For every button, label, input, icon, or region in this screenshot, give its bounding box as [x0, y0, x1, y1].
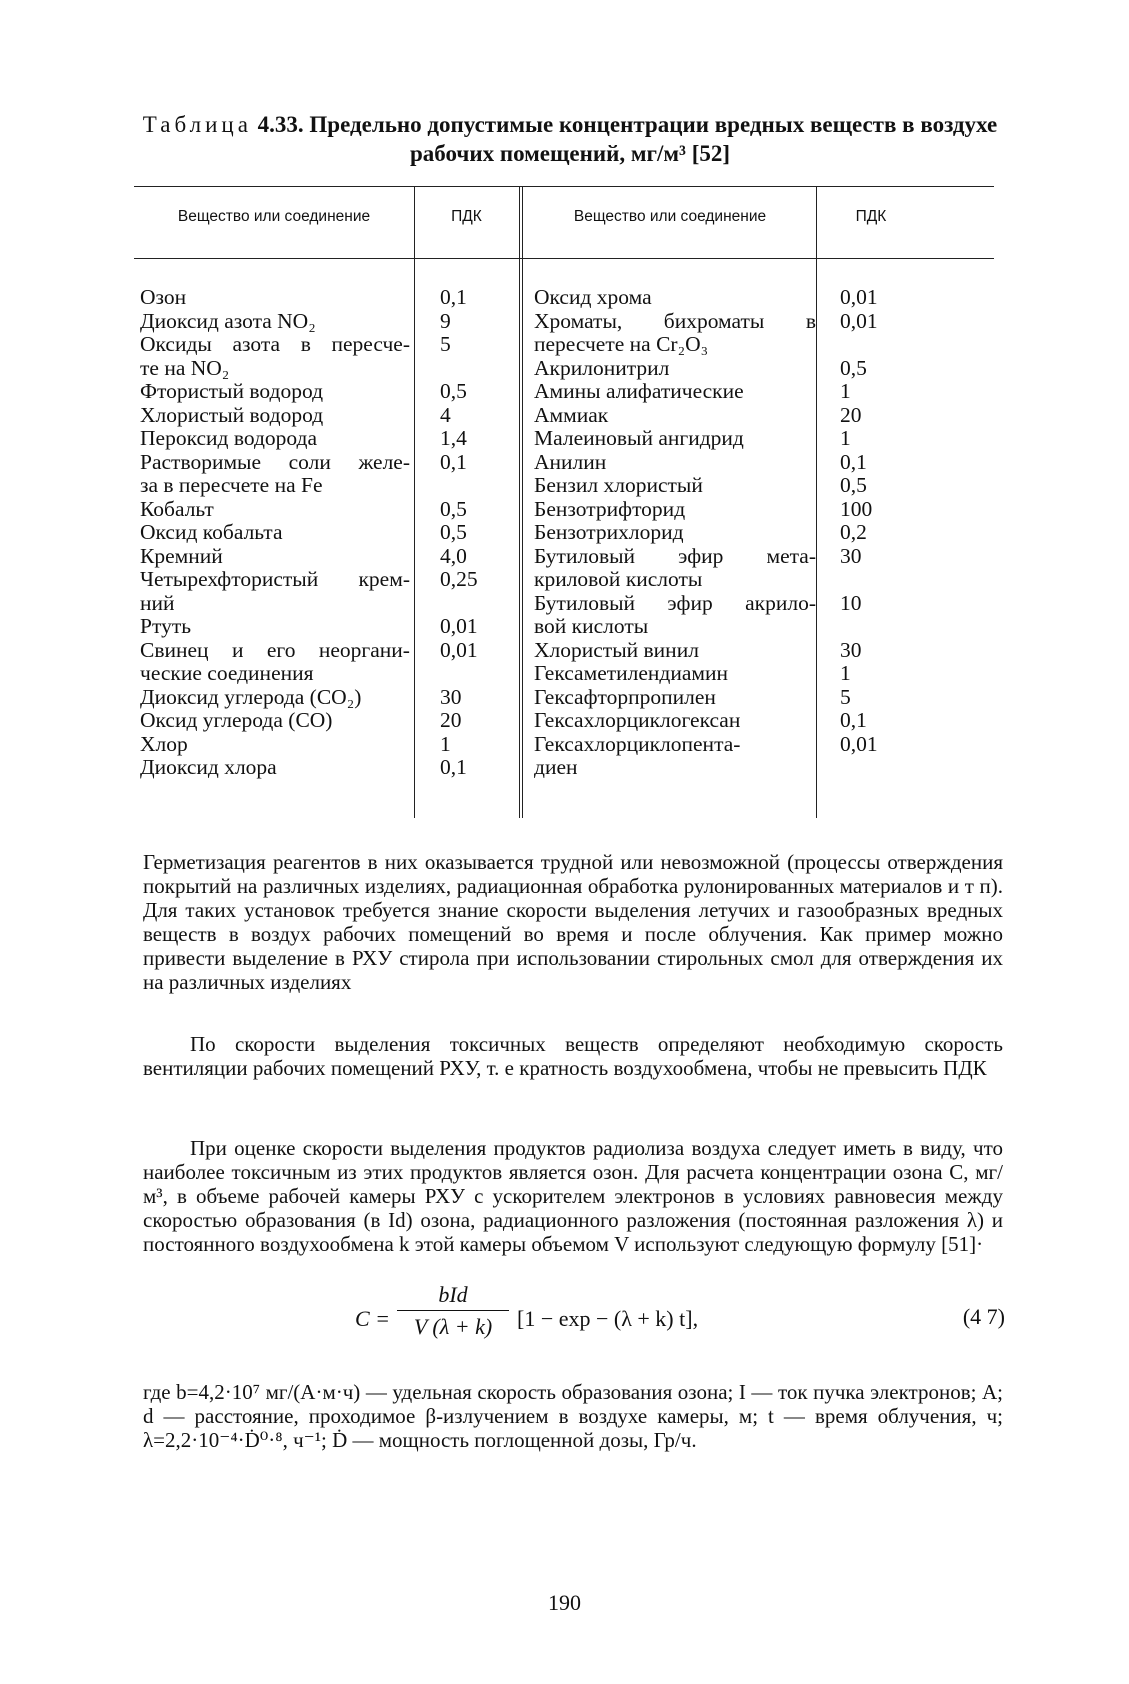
substance-name-line: те на NO₂: [140, 355, 230, 380]
substance-name-line: Кобальт: [140, 496, 214, 521]
pdk-value: 0,01: [840, 731, 878, 756]
pdk-value: 4: [440, 402, 451, 427]
table-header-rule: [134, 258, 994, 259]
substance-name-line: Амины алифатические: [534, 379, 744, 403]
substance-name-line: Акрилонитрил: [534, 355, 670, 380]
pdk-value: 20: [840, 402, 862, 427]
substance-name-line: Бутиловый эфир акрило-: [534, 590, 816, 615]
pdk-value: 0,25: [440, 567, 478, 591]
pdk-value: 30: [840, 543, 862, 568]
pdk-value-spacer: [840, 615, 920, 639]
substance-name-line: Четырехфтористый крем-: [140, 567, 410, 591]
pdk-value: 0,5: [440, 379, 467, 403]
paragraph-4: [143, 1380, 1003, 1452]
table-top-rule: [134, 186, 994, 187]
pdk-value: 1: [840, 379, 851, 403]
substance-name-line: Диоксид углерода (CO₂): [140, 684, 362, 709]
pdk-value-spacer: [440, 592, 520, 616]
substance-name-line: ческие соединения: [140, 661, 314, 685]
pdk-value: 0,01: [440, 637, 478, 662]
paragraph-text: По скорости выделения токсичных веществ определяют необходимую скорость вентиляции рабочих помещений РХУ, т. е кратность воздухообмена, чтобы не превысить ПДК: [143, 1032, 1003, 1080]
pdk-value: 0,1: [440, 449, 467, 474]
paragraph-text: где b=4,2·10⁷ мг/(А·м·ч) — удельная скорость образования озона; I — ток пучка электронов; А; d — расстояние, проходимое β-излучением в воздухе камеры, м; t — время облучения, ч; λ=2,2·10⁻⁴·Ḋ⁰·⁸, ч⁻¹; Ḋ — мощность поглощенной дозы, Гр/ч.: [143, 1380, 1003, 1452]
formula-numerator: bId: [438, 1282, 468, 1307]
substance-name-line: Кремний: [140, 543, 223, 568]
pdk-value: 30: [840, 637, 862, 662]
substance-name-line: Аммиак: [534, 402, 609, 427]
caption-text: Предельно допустимые концентрации вредных веществ в воздухе рабочих помещений, мг/м³ [52]: [309, 112, 998, 166]
header-pdk-left: ПДК: [451, 208, 482, 225]
substance-name-line: Озон: [140, 285, 187, 309]
substance-name-line: Свинец и его неоргани-: [140, 637, 410, 662]
pdk-value: 0,1: [840, 449, 867, 474]
pdk-value: 5: [840, 684, 851, 709]
left-pdk-column: [440, 286, 520, 780]
substance-name-line: криловой кислоты: [534, 567, 703, 591]
substance-name-line: Бензотрихлорид: [534, 520, 684, 544]
header-substance-right: Вещество или соединение: [573, 208, 767, 225]
table-caption: [130, 110, 1010, 168]
paragraph-1: [143, 850, 1003, 994]
pdk-value-spacer: [440, 357, 520, 381]
pdk-value: 100: [840, 496, 873, 521]
left-substance-column: [140, 286, 426, 780]
formula-denominator: V (λ + k): [413, 1314, 493, 1339]
header-pdk-right: ПДК: [855, 208, 887, 225]
substance-name-line: Гексафторпропилен: [534, 684, 716, 709]
substance-name-line: Анилин: [534, 449, 607, 474]
substance-name-line: Фтористый водород: [140, 379, 324, 403]
substance-name-line: Хроматы, бихроматы в: [534, 308, 816, 333]
right-substance-column: [534, 286, 822, 780]
substance-name-line: Ртуть: [140, 614, 192, 638]
pdk-value: 0,1: [440, 755, 467, 779]
substance-name-line: Хлористый водород: [140, 402, 324, 427]
pdk-value-spacer: [840, 333, 920, 357]
pdk-value: 0,01: [840, 285, 878, 309]
caption-number: 4.33.: [257, 112, 304, 137]
pdk-value-spacer: [840, 756, 920, 780]
pdk-value-spacer: [440, 662, 520, 686]
pdk-value: 4,0: [440, 543, 467, 568]
substance-name-line: Малеиновый ангидрид: [534, 426, 744, 450]
substance-name-line: Диоксид хлора: [140, 755, 277, 779]
formula-rhs: [1 − exp − (λ + k) t],: [517, 1306, 699, 1331]
equation-number: (4 7): [962, 1304, 1005, 1329]
pdk-value: 1: [840, 426, 851, 450]
substance-name-line: Гексаметилендиамин: [534, 661, 729, 685]
substance-name-line: Гексахлорциклопента-: [534, 731, 741, 756]
substance-name-line: Хлористый винил: [534, 637, 699, 662]
substance-name-line: диен: [534, 755, 578, 779]
substance-name-line: Бутиловый эфир мета-: [534, 543, 816, 568]
substance-name-line: Гексахлорциклогексан: [534, 708, 741, 732]
right-pdk-column: [840, 286, 920, 780]
pdk-value: 0,5: [840, 473, 867, 497]
substance-name-line: Оксид углерода (CO): [140, 708, 333, 732]
pdk-value-spacer: [840, 568, 920, 592]
pdk-value: 0,5: [440, 520, 467, 544]
header-substance-left: Вещество или соединение: [177, 208, 371, 225]
pdk-value: 0,2: [840, 520, 867, 544]
pdk-value: 5: [440, 332, 451, 356]
pdk-value: 1: [840, 661, 851, 685]
substance-name-line: Хлор: [140, 731, 188, 756]
paragraph-3: [143, 1136, 1003, 1256]
pdk-value: 0,1: [440, 285, 467, 309]
formula-lhs: C =: [355, 1306, 391, 1331]
substance-name-line: Бензил хлористый: [534, 473, 703, 497]
pdk-value: 9: [440, 308, 451, 333]
substance-name-line: за в пересчете на Fe: [140, 473, 323, 497]
substance-name-line: Растворимые соли желе-: [140, 449, 410, 474]
pdk-value: 0,5: [440, 496, 467, 521]
substance-name-line: пересчете на Cr₂O₃: [534, 332, 709, 356]
paragraph-text: При оценке скорости выделения продуктов радиолиза воздуха следует иметь в виду, что наиболее токсичным из этих продуктов является озон. Для расчета концентрации озона C, мг/м³, в объеме рабочей камеры РХУ с ускорителем электронов в условиях равновесия между скоростью образования (в Id) озона, радиационного разложения (постоянная разложения λ) и постоянного воздухообмена k этой камеры объемом V используют следующую формулу [51]·: [143, 1136, 1003, 1256]
pdk-value: 20: [440, 708, 462, 732]
pdk-value: 1: [440, 731, 451, 756]
pdk-value: 0,01: [440, 614, 478, 638]
substance-name-line: ний: [140, 590, 175, 615]
pdk-value: 0,5: [840, 355, 867, 380]
substance-name-line: вой кислоты: [534, 614, 649, 638]
paragraph-2: [143, 1032, 1003, 1080]
substance-name-line: Оксид кобальта: [140, 520, 283, 544]
pdk-value: 1,4: [440, 426, 467, 450]
substance-name-line: Бензотрифторид: [534, 496, 686, 521]
pdk-value-spacer: [440, 474, 520, 498]
pdk-value: 30: [440, 684, 462, 709]
substance-name-line: Пероксид водорода: [140, 426, 318, 450]
formula-fraction: [397, 1280, 509, 1341]
pdk-value: 0,1: [840, 708, 867, 732]
caption-word: Таблица: [142, 112, 252, 137]
substance-name-line: Оксид хрома: [534, 285, 652, 309]
page-number: 190: [548, 1590, 581, 1615]
pdk-value: 0,01: [840, 308, 878, 333]
substance-name-line: Оксиды азота в пересче-: [140, 332, 410, 356]
substance-name-line: Диоксид азота NO₂: [140, 308, 316, 333]
pdk-value: 10: [840, 590, 862, 615]
formula-4-7: [355, 1280, 1005, 1360]
paragraph-text: Герметизация реагентов в них оказывается трудной или невозможной (процессы отверждения покрытий на различных изделиях, радиационная обработка рулонированных материалов и т п). Для таких установок требуется знание скорости выделения летучих и газообразных вредных веществ в воздух рабочих помещений во время и после облучения. Как пример можно привести выделение в РХУ стирола при использовании стирольных смол для отверждения их на различных изделиях: [143, 850, 1003, 994]
